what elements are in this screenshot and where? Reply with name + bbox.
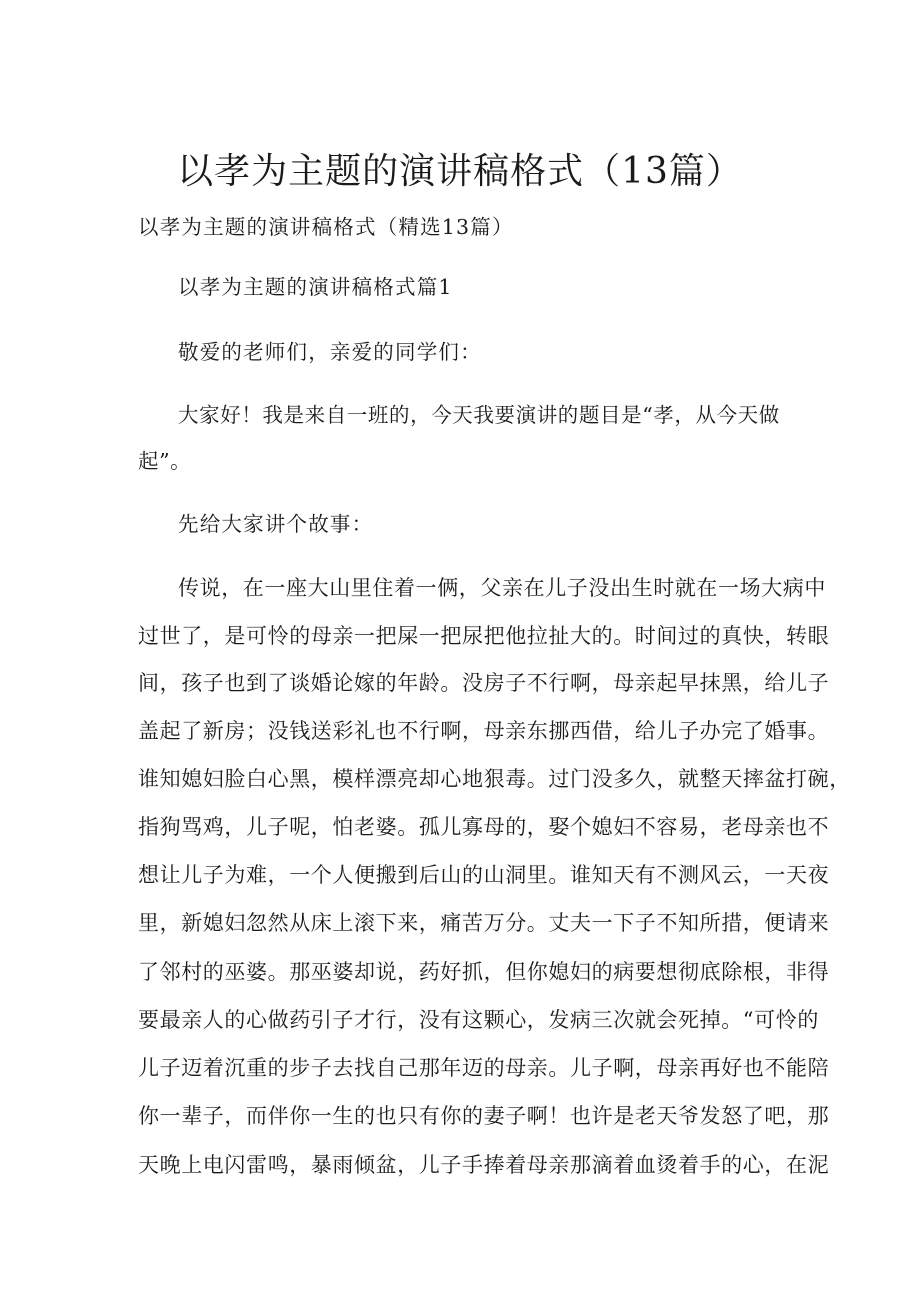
story-line: 过世了，是可怜的母亲一把屎一把尿把他拉扯大的。时间过的真快，转眼 xyxy=(138,624,830,648)
story-line: 了邻村的巫婆。那巫婆却说，药好抓，但你媳妇的病要想彻底除根，非得 xyxy=(138,960,830,984)
greeting-line: 大家好！我是来自一班的，今天我要演讲的题目是“孝，从今天做 xyxy=(178,403,780,427)
document-subtitle: 以孝为主题的演讲稿格式（精选13篇） xyxy=(138,215,514,239)
salutation: 敬爱的老师们，亲爱的同学们： xyxy=(178,340,482,364)
document-title: 以孝为主题的演讲稿格式（13篇） xyxy=(177,151,743,192)
greeting-line: 起”。 xyxy=(138,449,192,473)
story-line: 盖起了新房；没钱送彩礼也不行啊，母亲东挪西借，给儿子办完了婚事。 xyxy=(138,719,830,743)
story-line: 间，孩子也到了谈婚论嫁的年龄。没房子不行啊，母亲起早抹黑，给儿子 xyxy=(138,671,830,695)
story-line: 天晚上电闪雷鸣，暴雨倾盆，儿子手捧着母亲那滴着血烫着手的心，在泥 xyxy=(138,1153,830,1177)
story-line: 要最亲人的心做药引子才行，没有这颗心，发病三次就会死掉。“可怜的 xyxy=(138,1008,819,1032)
story-line: 指狗骂鸡，儿子呢，怕老婆。孤儿寡母的，娶个媳妇不容易，老母亲也不 xyxy=(138,815,830,839)
section-heading: 以孝为主题的演讲稿格式篇1 xyxy=(178,275,453,299)
story-intro: 先给大家讲个故事： xyxy=(178,512,374,536)
story-line: 你一辈子，而伴你一生的也只有你的妻子啊！也许是老天爷发怒了吧，那 xyxy=(138,1104,830,1128)
story-line: 儿子迈着沉重的步子去找自己那年迈的母亲。儿子啊，母亲再好也不能陪 xyxy=(138,1056,830,1080)
story-line: 谁知媳妇脸白心黑，模样漂亮却心地狠毒。过门没多久，就整天摔盆打碗， xyxy=(138,767,851,791)
story-line: 想让儿子为难，一个人便搬到后山的山洞里。谁知天有不测风云，一天夜 xyxy=(138,863,830,887)
story-line: 传说，在一座大山里住着一俩，父亲在儿子没出生时就在一场大病中 xyxy=(178,576,826,600)
story-line: 里，新媳妇忽然从床上滚下来，痛苦万分。丈夫一下子不知所措，便请来 xyxy=(138,911,830,935)
